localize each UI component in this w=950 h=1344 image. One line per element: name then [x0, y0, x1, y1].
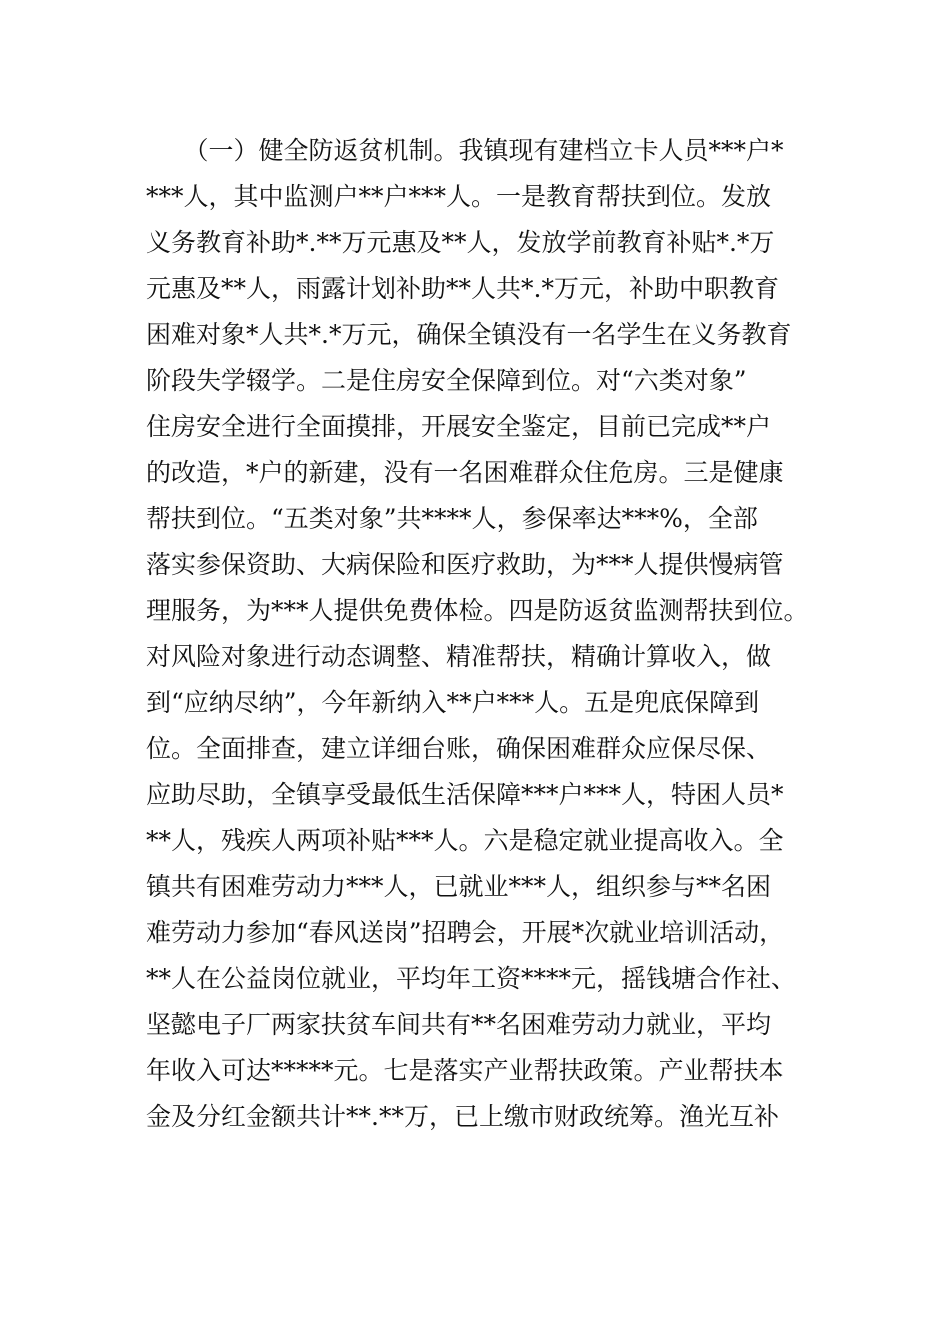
text-line-10: 落实参保资助、大病保险和医疗救助，为***人提供慢病管 — [146, 550, 784, 579]
text-line-21: 年收入可达*****元。七是落实产业帮扶政策。产业帮扶本 — [146, 1056, 784, 1085]
text-line-11: 理服务，为***人提供免费体检。四是防返贫监测帮扶到位。 — [146, 596, 809, 625]
text-line-19: **人在公益岗位就业，平均年工资****元，摇钱塘合作社、 — [146, 964, 797, 993]
text-line-17: 镇共有困难劳动力***人，已就业***人，组织参与**名困 — [146, 872, 772, 901]
text-line-13: 到“应纳尽纳”，今年新纳入**户***人。五是兜底保障到 — [146, 688, 760, 717]
text-line-5: 困难对象*人共*.*万元，确保全镇没有一名学生在义务教育 — [146, 320, 792, 349]
text-line-8: 的改造，*户的新建，没有一名困难群众住危房。三是健康 — [146, 458, 784, 487]
text-line-6: 阶段失学辍学。二是住房安全保障到位。对“六类对象” — [146, 366, 747, 395]
text-line-18: 难劳动力参加“春风送岗”招聘会，开展*次就业培训活动， — [146, 918, 785, 947]
text-line-9: 帮扶到位。“五类对象”共****人，参保率达***%，全部 — [146, 504, 758, 533]
text-line-16: **人，残疾人两项补贴***人。六是稳定就业提高收入。全 — [146, 826, 784, 855]
text-line-15: 应助尽助，全镇享受最低生活保障***户***人，特困人员* — [146, 780, 784, 809]
text-line-20: 坚懿电子厂两家扶贫车间共有**名困难劳动力就业，平均 — [146, 1010, 772, 1039]
text-line-22: 金及分红金额共计**.**万，已上缴市财政统筹。渔光互补 — [146, 1102, 779, 1131]
text-line-3: 义务教育补助*.**万元惠及**人，发放学前教育补贴*.*万 — [146, 228, 775, 257]
body-paragraph — [146, 128, 826, 1140]
text-line-14: 位。全面排查，建立详细台账，确保困难群众应保尽保、 — [146, 734, 772, 763]
text-line-7: 住房安全进行全面摸排，开展安全鉴定，目前已完成**户 — [146, 412, 772, 441]
text-line-4: 元惠及**人，雨露计划补助**人共*.*万元，补助中职教育 — [146, 274, 779, 303]
text-line-12: 对风险对象进行动态调整、精准帮扶，精确计算收入，做 — [146, 642, 772, 671]
text-line-2: ***人，其中监测户**户***人。一是教育帮扶到位。发放 — [146, 182, 772, 211]
text-line-1: （一）健全防返贫机制。我镇现有建档立卡人员***户* — [146, 136, 784, 165]
